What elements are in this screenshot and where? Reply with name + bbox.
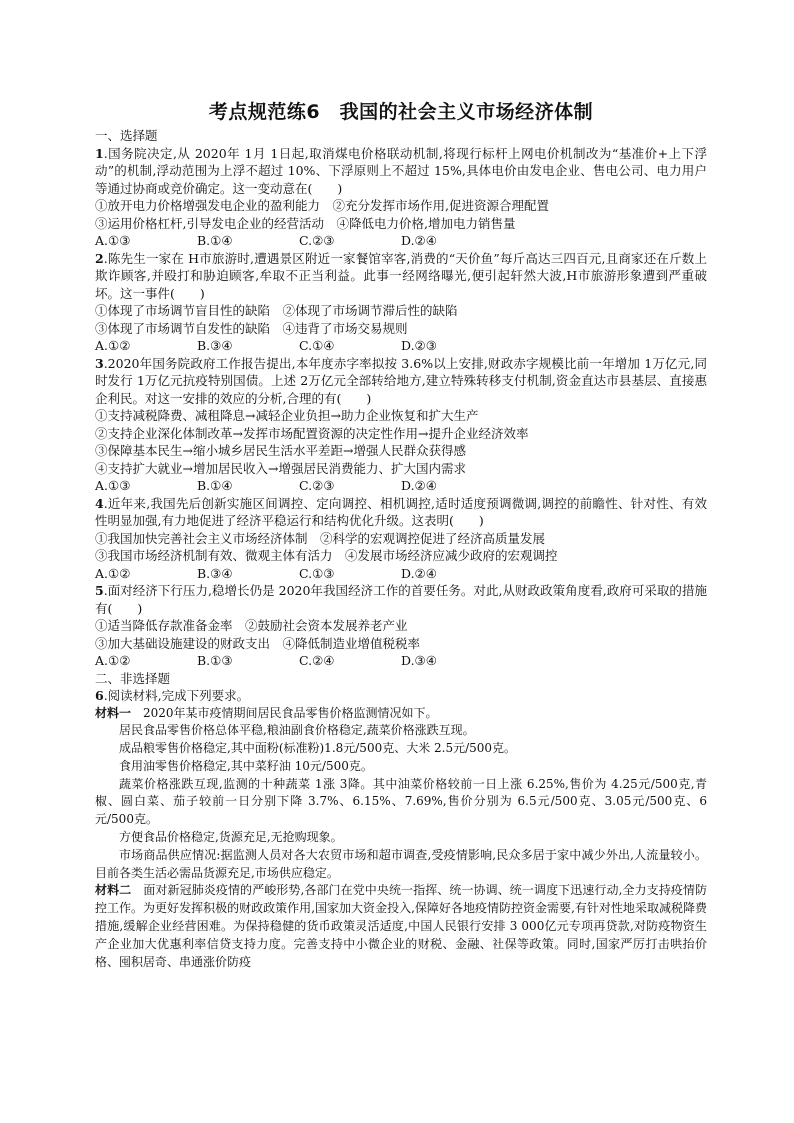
question-5-options-line-2: ③加大基础设施建设的财政支出 ④降低制造业增值税税率 (95, 635, 421, 651)
material-1-paragraph: 居民食品零售价格总体平稳,粮油副食价格稳定,蔬菜价格涨跌互现。 (119, 723, 475, 738)
question-1-options-line-2: ③运用价格杠杆,引导发电企业的经营活动 ④降低电力价格,增加电力销售量 (95, 215, 516, 231)
choice-d: D.②④ (401, 478, 437, 493)
material-1-paragraph: 方便食品价格稳定,货源充足,无抢购现象。 (119, 830, 343, 845)
question-3-option-3: ③保障基本民生→缩小城乡居民生活水平差距→增强人民群众获得感 (95, 443, 466, 458)
question-4-options-line-2: ③我国市场经济机制有效、微观主体有活力 ④发展市场经济应减少政府的宏观调控 (95, 548, 558, 563)
question-2-choices (95, 337, 707, 355)
question-4-stem: 4.近年来,我国先后创新实施区间调控、定向调控、相机调控,适时适度预调微调,调控的前瞻性、针对性、有效性明显加强,有力地促进了经济平稳运行和结构优化升级。这表明( ) (95, 495, 707, 528)
question-number: 3 (95, 355, 104, 371)
page-title: 考点规范练6 我国的社会主义市场经济体制 (208, 101, 594, 123)
question-number: 2 (95, 250, 104, 266)
question-3-option-1: ①支持减税降费、减租降息→减轻企业负担→助力企业恢复和扩大生产 (95, 408, 479, 423)
choice-b: B.①④ (197, 233, 233, 248)
section-heading-nonchoice: 二、非选择题 (95, 670, 171, 686)
material-1-label: 材料一 (95, 705, 132, 720)
choice-d: D.②④ (401, 565, 437, 581)
material-1-paragraph: 成品粮零售价格稳定,其中面粉(标准粉)1.8元/500克、大米 2.5元/500克。 (119, 741, 517, 756)
choice-a: A.①③ (95, 233, 131, 248)
question-2-stem: 2.陈先生一家在 H市旅游时,遭遇景区附近一家餐馆宰客,消费的“天价鱼”每斤高达三四百元,且商家还在斤数上欺诈顾客,并殴打和胁迫顾客,牟取不正当利益。此事一经网络曝光,便引起轩然大波,H市旅游形象遭到严重破坏。这一事件( ) (95, 250, 707, 301)
choice-c: C.②④ (299, 653, 335, 668)
choice-d: D.②④ (401, 233, 437, 248)
choice-d: D.③④ (401, 653, 437, 668)
material-2-label: 材料二 (95, 883, 132, 898)
question-3-stem: 3.2020年国务院政府工作报告提出,本年度赤字率拟按 3.6%以上安排,财政赤字规模比前一年增加 1万亿元,同时发行 1万亿元抗疫特别国债。上述 2万亿元全部转给地方,建立特殊转移支付机制,资金直达市县基层、直接惠企利民。对这一安排的效应的分析,合理的有( ) (95, 355, 707, 406)
choice-a: A.①② (95, 338, 131, 353)
question-number: 4 (95, 495, 104, 511)
material-2-paragraph: 材料二 面对新冠肺炎疫情的严峻形势,各部门在党中央统一指挥、统一协调、统一调度下迅速行动,全力支持疫情防控工作。为更好发挥积极的财政政策作用,国家加大资金投入,保障好各地疫情防控资金需要,有针对性地采取减税降费措施,缓解企业经营困难。为保持稳健的货币政策灵活适度,中国人民银行安排 3 000亿元专项再贷款,对防疫物资生产企业加大优惠利率信贷支持力度。完善支持中小微企业的财税、金融、社保等政策。同时,国家严厉打击哄抬价格、囤积居奇、串通涨价防疫 (95, 883, 707, 969)
question-2-options-line-1: ①体现了市场调节盲目性的缺陷 ②体现了市场调节滞后性的缺陷 (95, 303, 458, 318)
choice-c: C.①④ (299, 338, 335, 353)
question-3-choices (95, 477, 707, 495)
question-number: 6 (95, 688, 104, 703)
question-6-stem: 6.阅读材料,完成下列要求。 (95, 688, 250, 703)
choice-c: C.②③ (299, 478, 335, 493)
choice-c: C.②③ (299, 233, 335, 248)
question-5-options-line-1: ①适当降低存款准备金率 ②鼓励社会资本发展养老产业 (95, 618, 408, 633)
question-number: 1 (95, 145, 104, 161)
material-1-paragraph: 市场商品供应情况:据监测人员对各大农贸市场和超市调查,受疫情影响,民众多居于家中减少外出,人流量较小。目前各类生活必需品货源充足,市场供应稳定。 (95, 847, 707, 880)
question-number: 5 (95, 583, 104, 598)
question-1-choices (95, 232, 707, 250)
choice-d: D.②③ (401, 338, 437, 353)
question-3-option-2: ②支持企业深化体制改革→发挥市场配置资源的决定性作用→提升企业经济效率 (95, 425, 529, 441)
document-page (95, 98, 707, 971)
question-5-stem: 5.面对经济下行压力,稳增长仍是 2020年我国经济工作的首要任务。对此,从财政政策角度看,政府可采取的措施有( ) (95, 583, 707, 616)
choice-b: B.①③ (197, 653, 233, 668)
question-3-option-4: ④支持扩大就业→增加居民收入→增强居民消费能力、扩大国内需求 (95, 460, 466, 476)
material-1-paragraph: 蔬菜价格涨跌互现,监测的十种蔬菜 1涨 3降。其中油菜价格较前一日上涨 6.25%,售价为 4.25元/500克,青椒、圆白菜、茄子较前一日分别下降 3.7%、6.15%、7.69%,售价分别为 6.5元/500克、3.05元/500克、6元/500克。 (95, 776, 707, 827)
question-4-options-line-1: ①我国加快完善社会主义市场经济体制 ②科学的宏观调控促进了经济高质量发展 (95, 530, 546, 546)
question-5-choices (95, 652, 707, 670)
question-4-choices (95, 565, 707, 583)
choice-b: B.③④ (197, 338, 233, 353)
choice-a: A.①③ (95, 478, 131, 493)
material-1-paragraph: 食用油零售价格稳定,其中菜籽油 10元/500克。 (119, 758, 373, 773)
question-1-stem: 1.国务院决定,从 2020年 1月 1日起,取消煤电价格联动机制,将现行标杆上网电价机制改为“基准价+上下浮动”的机制,浮动范围为上浮不超过 10%、下浮原则上不超过 15%,具体电价由发电企业、售电公司、电力用户等通过协商或竞价确定。这一变动意在( ) (95, 145, 707, 196)
choice-c: C.①③ (299, 565, 335, 581)
material-1-intro: 材料一 2020年某市疫情期间居民食品零售价格监测情况如下。 (95, 705, 438, 720)
choice-a: A.①② (95, 653, 131, 668)
question-1-options-line-1: ①放开电力价格增强发电企业的盈利能力 ②充分发挥市场作用,促进资源合理配置 (95, 198, 549, 213)
question-2-options-line-2: ③体现了市场调节自发性的缺陷 ④违背了市场交易规则 (95, 320, 408, 336)
choice-b: B.①④ (197, 478, 233, 493)
choice-a: A.①② (95, 565, 131, 581)
section-heading-choice: 一、选择题 (95, 128, 158, 143)
choice-b: B.③④ (197, 565, 233, 581)
